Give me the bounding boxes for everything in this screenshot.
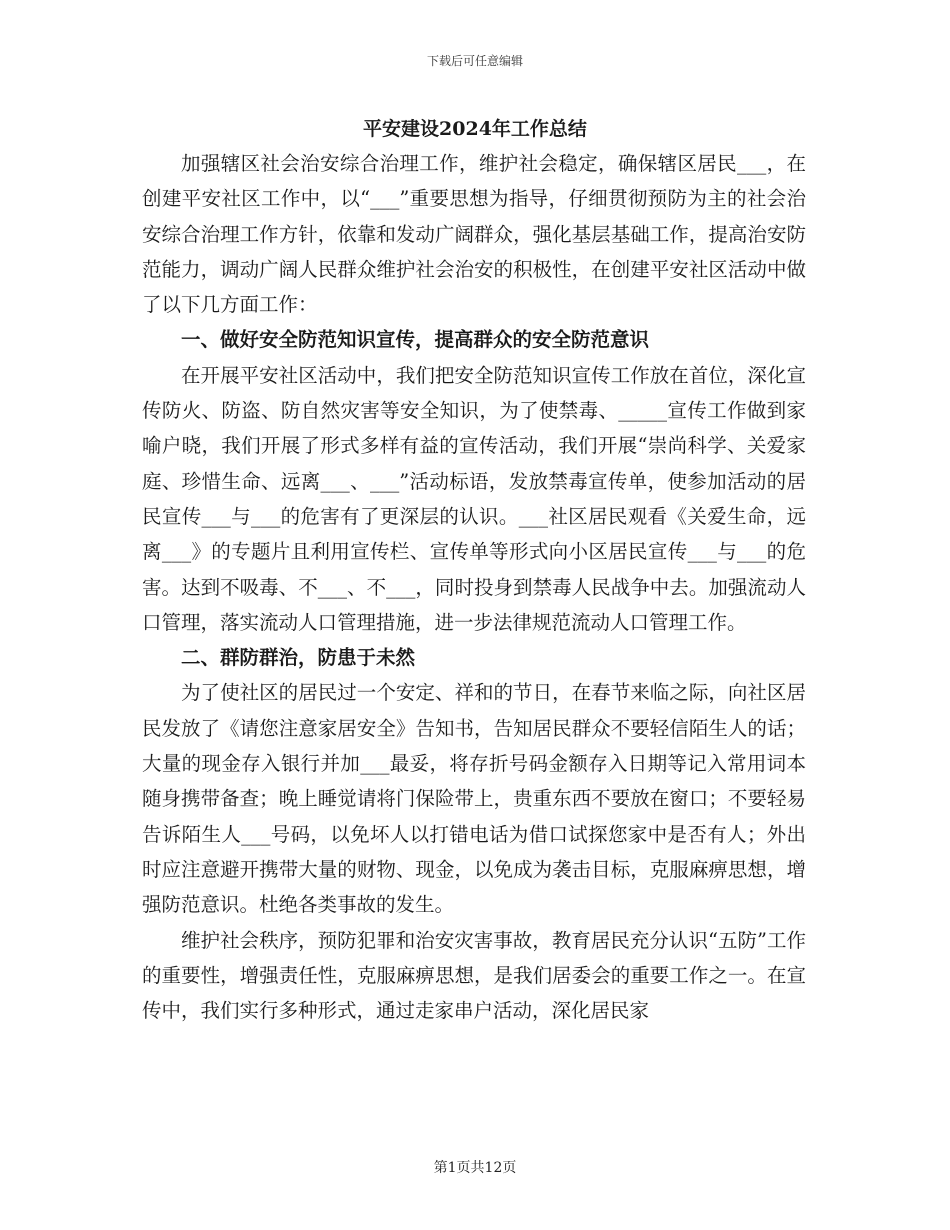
section-heading-1: 一、做好安全防范知识宣传，提高群众的安全防范意识 bbox=[181, 328, 650, 352]
download-note: 下载后可任意编辑 bbox=[426, 54, 523, 68]
section-2-paragraph-1: 为了使社区的居民过一个安定、祥和的节日，在春节来临之际，向社区居民发放了《请您注意家居安全》告知书，告知居民群众不要轻信陌生人的话；大量的现金存入银行并加___最妥，将存折号码金额存入日期等记入常用词本随身携带备查；晚上睡觉请将门保险带上，贵重东西不要放在窗口；不要轻易告诉陌生人___号码，以免坏人以打错电话为借口试探您家中是否有人；外出时应注意避开携带大量的财物、现金，以免成为袭击目标，克服麻痹思想，增强防范意识。杜绝各类事故的发生。 bbox=[142, 681, 806, 917]
intro-paragraph: 加强辖区社会治安综合治理工作，维护社会稳定，确保辖区居民___，在创建平安社区工作中，以“___”重要思想为指导，仔细贯彻预防为主的社会治安综合治理工作方针，依靠和发动广阔群众，强化基层基础工作，提高治安防范能力，调动广阔人民群众维护社会治安的积极性，在创建平安社区活动中做了以下几方面工作： bbox=[142, 152, 806, 317]
section-1-paragraph: 在开展平安社区活动中，我们把安全防范知识宣传工作放在首位，深化宣传防火、防盗、防自然灾害等安全知识，为了使禁毒、_____宣传工作做到家喻户晓，我们开展了形式多样有益的宣传活动，我们开展“崇尚科学、关爱家庭、珍惜生命、远离___、___”活动标语，发放禁毒宣传单，使参加活动的居民宣传___与___的危害有了更深层的认识。___社区居民观看《关爱生命，远离___》的专题片且利用宣传栏、宣传单等形式向小区居民宣传___与___的危害。达到不吸毒、不___、不___，同时投身到禁毒人民战争中去。加强流动人口管理，落实流动人口管理措施，进一步法律规范流动人口管理工作。 bbox=[142, 363, 806, 634]
document-title: 平安建设2024年工作总结 bbox=[363, 118, 587, 140]
section-heading-2: 二、群防群治，防患于未然 bbox=[181, 646, 416, 670]
page-number: 第1页共12页 bbox=[433, 1160, 517, 1176]
document-body bbox=[142, 146, 806, 1028]
section-2-paragraph-2: 维护社会秩序，预防犯罪和治安灾害事故，教育居民充分认识“五防”工作的重要性，增强责任性，克服麻痹思想，是我们居委会的重要工作之一。在宣传中，我们实行多种形式，通过走家串户活动，深化居民家 bbox=[142, 928, 806, 1023]
